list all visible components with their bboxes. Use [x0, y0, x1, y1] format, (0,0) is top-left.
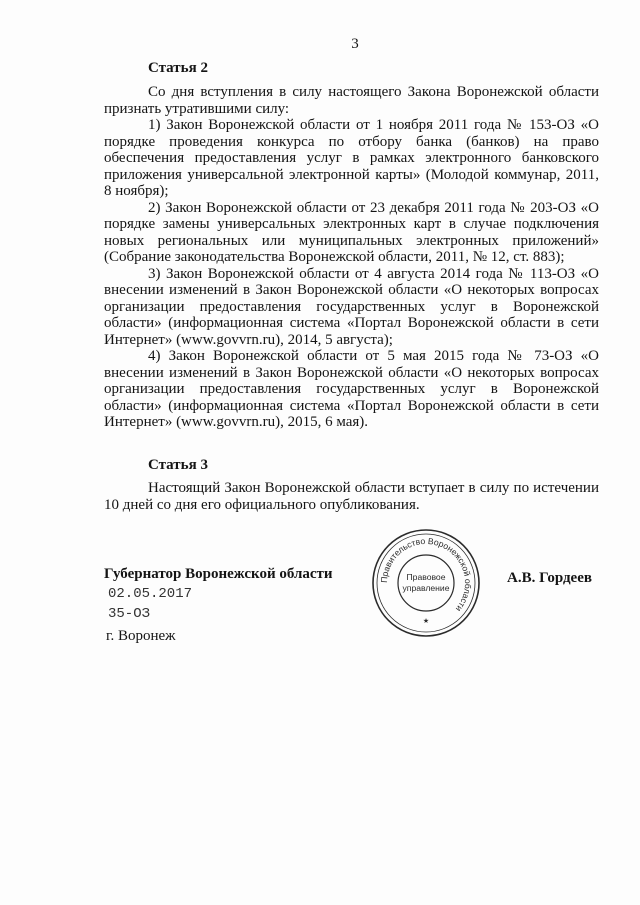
repealed-law-item: 4) Закон Воронежской области от 5 мая 2015 года № 73-ОЗ «О внесении изменений в Закон Воронежской области «О некоторых вопросах организации предоставления государственных услуг в Воронежской области» (информационная система «Портал Воронежской области в сети Интернет» (www.govvrn.ru), 2015, 6 мая). — [104, 348, 599, 430]
signing-date: 02.05.2017 — [108, 586, 193, 602]
law-number: 35-ОЗ — [108, 606, 151, 622]
seal-ring-text: Правительство Воронежской области — [378, 535, 474, 614]
seal-star-icon: ★ — [422, 617, 430, 625]
article-3-body — [104, 480, 599, 513]
official-seal — [370, 527, 482, 639]
seal-center-text-1: Правовое — [406, 572, 446, 582]
article-3-text: Настоящий Закон Воронежской области вступает в силу по истечении 10 дней со дня его официального опубликования. — [104, 480, 599, 513]
repealed-law-item: 3) Закон Воронежской области от 4 августа 2014 года № 113-ОЗ «О внесении изменений в Закон Воронежской области «О некоторых вопросах организации предоставления государственных услуг в Воронежской области» (информационная система «Портал Воронежской области в сети Интернет» (www.govvrn.ru), 2014, 5 августа); — [104, 265, 599, 348]
repealed-law-item: 1) Закон Воронежской области от 1 ноября 2011 года № 153-ОЗ «О порядке проведения конкурса по отбору банка (банков) на право обеспечения предоставления услуг в рамках электронного банковского приложения универсальной электронной карты» (Молодой коммунар, 2011, 8 ноября); — [104, 117, 599, 199]
signatory-title: Губернатор Воронежской области — [104, 566, 333, 582]
page-number: 3 — [351, 36, 359, 52]
article-2-body — [104, 84, 599, 431]
article-3-heading: Статья 3 — [148, 457, 208, 473]
signing-city: г. Воронеж — [106, 628, 176, 644]
signatory-name: А.В. Гордеев — [507, 570, 592, 586]
repealed-law-item: 2) Закон Воронежской области от 23 декабря 2011 года № 203-ОЗ «О порядке замены универсальных электронных карт в случае подключения новых региональных или муниципальных электронных приложений» (Собрание законодательства Воронежской области, 2011, № 12, ст. 883); — [104, 199, 599, 265]
article-2-heading: Статья 2 — [148, 60, 208, 76]
article-2-intro: Со дня вступления в силу настоящего Закона Воронежской области признать утратившими силу: — [104, 84, 599, 117]
seal-center-text-2: управление — [402, 583, 450, 593]
